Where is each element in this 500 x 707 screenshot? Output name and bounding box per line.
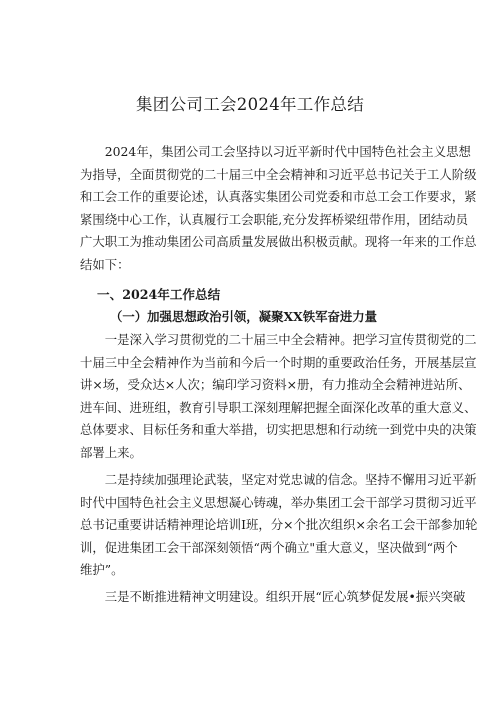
text-line: 2024年，集团公司工会坚持以习近平新时代中国特色社会主义思想: [80, 144, 471, 159]
subsection-heading: （一）加强思想政治引领，凝聚XX铁军奋进力量: [110, 309, 378, 324]
text-line: 总书记重要讲话精神理论培训I班，分×个批次组织×余名工会干部参加轮: [80, 517, 478, 533]
text-line: 部署上来。: [80, 444, 142, 460]
text-line: 时代中国特色社会主义思想凝心铸魂，举办集团工会干部学习贯彻习近平: [80, 494, 477, 510]
section-heading: 一、2024年工作总结: [97, 287, 221, 302]
text-line: 讲×场，受众达×人次；编印学习资料×册，有力推动全会精神进站所、: [80, 377, 471, 393]
text-line: 二是持续加强理论武装，坚定对党忠诚的信念。坚持不懈用习近平新: [80, 472, 477, 487]
text-line: 一是深入学习贯彻党的二十届三中全会精神。把学习宣传贯彻党的二: [80, 332, 477, 347]
text-line: 三是不断推进精神文明建设。组织开展“匠心筑梦促发展•振兴突破: [80, 589, 466, 604]
text-line: 为指导，全面贯彻党的二十届三中全会精神和习近平总书记关于工人阶级: [80, 166, 477, 182]
text-line: 十届三中全会精神作为当前和今后一个时期的重要政治任务，开展基层宣: [80, 354, 477, 370]
paragraph-1: [80, 329, 477, 465]
intro-paragraph: [80, 141, 477, 277]
text-line: 紧围绕中心工作，认真履行工会职能,充分发挥桥梁纽带作用，团结动员: [80, 211, 469, 227]
text-line: 总体要求、目标任务和重大举措，切实把思想和行动统一到党中央的决策: [80, 422, 477, 438]
text-line: 结如下：: [80, 256, 130, 272]
document-title: 集团公司工会2024年工作总结: [136, 95, 364, 114]
text-line: 和工会工作的重要论述，认真落实集团公司党委和市总工会工作要求，紧: [80, 189, 477, 205]
text-line: 广大职工为推动集团公司高质量发展做出积极贡献。现将一年来的工作总: [80, 234, 477, 250]
text-line: 训，促进集团工会干部深刻领悟“两个确立"重大意义，坚决做到“两个: [80, 539, 458, 555]
paragraph-3: [80, 586, 466, 609]
text-line: 维护”。: [80, 562, 124, 578]
paragraph-2: [80, 469, 478, 582]
text-line: 进车间、进班组，教育引导职工深刻理解把握全面深化改革的重大意义、: [80, 399, 477, 415]
